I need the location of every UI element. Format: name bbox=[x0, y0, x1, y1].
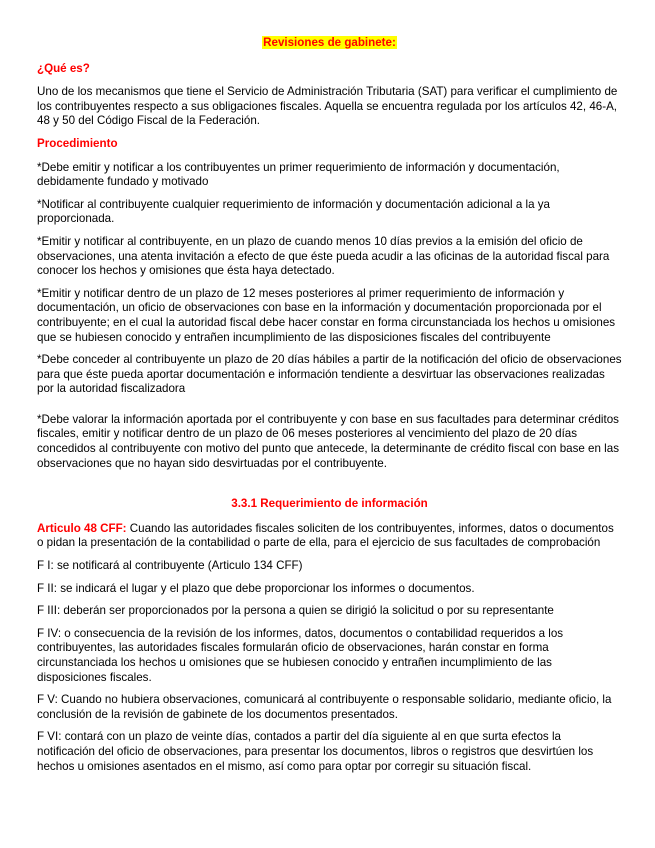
article-paragraph bbox=[37, 522, 622, 551]
article-label: Articulo 48 CFF: bbox=[37, 521, 127, 535]
fraction-item: F I: se notificará al contribuyente (Articulo 134 CFF) bbox=[37, 559, 303, 573]
what-heading: ¿Qué es? bbox=[37, 61, 90, 75]
page-title: Revisiones de gabinete: bbox=[263, 36, 396, 49]
section-title: 3.3.1 Requerimiento de información bbox=[231, 497, 428, 511]
fraction-item: F V: Cuando no hubiera observaciones, comunicará al contribuyente o responsable solidario, mediante oficio, la conclusión de la revisión de gabinete de los documentos presentados. bbox=[37, 693, 612, 721]
what-paragraph: Uno de los mecanismos que tiene el Servicio de Administración Tributaria (SAT) para verificar el cumplimiento de los contribuyentes respecto a sus obligaciones fiscales. Aquella se encuentra regulada por los artículos 42, 46-A, 48 y 50 del Código Fiscal de la Federación. bbox=[37, 85, 618, 128]
procedure-item: *Emitir y notificar dentro de un plazo de 12 meses posteriores al primer requerimiento de información y documentación, un oficio de observaciones con base en la información y documentación proporcionada por el contribuyente; en el cual la autoridad fiscal debe hacer constar en forma circunstanciada los hechos u omisiones que se hubiesen conocido y entrañen incumplimiento de las disposiciones fiscales del contribuyente bbox=[37, 286, 616, 344]
fraction-item: F II: se indicará el lugar y el plazo que debe proporcionar los informes o documentos. bbox=[37, 581, 475, 595]
procedure-item: *Debe emitir y notificar a los contribuyentes un primer requerimiento de información y documentación, debidamente fundado y motivado bbox=[37, 160, 560, 189]
procedure-item: *Notificar al contribuyente cualquier requerimiento de información y documentación adicional a la ya proporcionada. bbox=[37, 197, 550, 226]
procedure-item: *Debe valorar la información aportada por el contribuyente y con base en sus facultades para determinar créditos fiscales, emitir y notificar dentro de un plazo de 06 meses posteriores al vencimiento del plazo de 20 días concedidos al contribuyente con motivo del punto que antecede, la determinante de crédito fiscal con base en las observaciones que no hayan sido desvirtuadas por el contribuyente. bbox=[37, 412, 619, 470]
fraction-item: F IV: o consecuencia de la revisión de los informes, datos, documentos o contabilidad requeridos a los contribuyentes, las autoridades fiscales formularán oficio de observaciones, harán constar en forma circunstanciada los hechos u omisiones que se hubiesen conocido y entrañen incumplimiento de las disposiciones fiscales. bbox=[37, 626, 564, 684]
fraction-item: F VI: contará con un plazo de veinte días, contados a partir del día siguiente al en que surta efectos la notificación del oficio de observaciones, para presentar los documentos, libros o registros que desvirtúen los hechos u omisiones asentados en el mismo, así como para optar por corregir su situación fiscal. bbox=[37, 730, 594, 773]
procedure-heading: Procedimiento bbox=[37, 136, 118, 150]
article-text: Cuando las autoridades fiscales soliciten de los contribuyentes, informes, datos o documentos o pidan la presentación de la contabilidad o parte de ella, para el ejercicio de sus facultades de comprobación bbox=[37, 521, 614, 550]
title-block bbox=[37, 36, 622, 51]
document-page bbox=[37, 36, 622, 782]
procedure-item: *Emitir y notificar al contribuyente, en un plazo de cuando menos 10 días previos a la emisión del oficio de observaciones, una atenta invitación a efecto de que éste pueda acudir a las oficinas de la autoridad fiscal para conocer los hechos y omisiones que ésta haya detectado. bbox=[37, 234, 610, 278]
fraction-item: F III: deberán ser proporcionados por la persona a quien se dirigió la solicitud o por su representante bbox=[37, 604, 554, 618]
procedure-item: *Debe conceder al contribuyente un plazo de 20 días hábiles a partir de la notificación del oficio de observaciones para que éste pueda aportar documentación e información tendiente a desvirtuar las observaciones realizadas por la autoridad fiscalizadora bbox=[37, 353, 622, 396]
